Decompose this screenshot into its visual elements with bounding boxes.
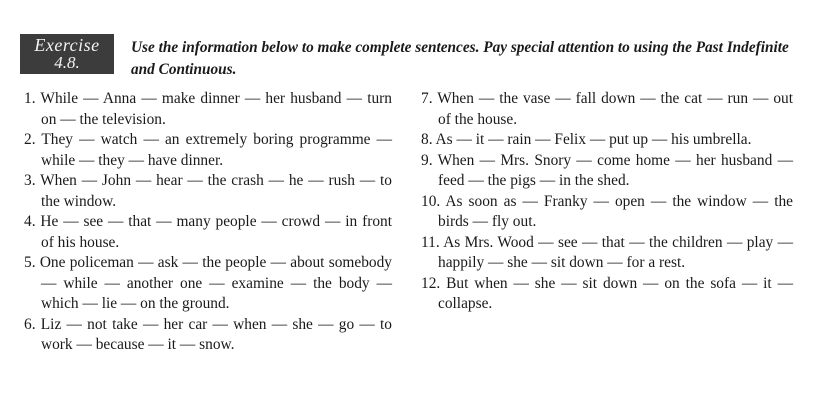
exercise-badge: [20, 34, 114, 74]
exercise-item-7: 7. When — the vase — fall down — the cat — run — out of the house.: [421, 90, 793, 128]
exercise-item-3: 3. When — John — hear — the crash — he — rush — to the window.: [24, 172, 392, 210]
exercise-label: Exercise: [34, 35, 100, 55]
exercise-item-1: 1. While — Anna — make dinner — her husband — turn on — the television.: [24, 90, 392, 128]
exercise-item-4: 4. He — see — that — many people — crowd — in front of his house.: [24, 213, 392, 251]
exercise-item-6: 6. Liz — not take — her car — when — she — go — to work — because — it — snow.: [24, 315, 392, 353]
exercise-item-10: 10. As soon as — Franky — open — the window — the birds — fly out.: [421, 192, 793, 230]
exercise-item-12: 12. But when — she — sit down — on the sofa — it — collapse.: [421, 274, 793, 312]
exercise-item-11: 11. As Mrs. Wood — see — that — the children — play — happily — she — sit down — for a rest.: [421, 233, 793, 271]
exercise-item-5: 5. One policeman — ask — the people — about somebody — while — another one — examine — the body — which — lie — on the ground.: [24, 254, 392, 312]
exercise-instruction: Use the information below to make complete sentences. Pay special attention to using the Past Indefinite and Continuous.: [131, 39, 789, 78]
right-column: [421, 89, 793, 315]
exercise-item-9: 9. When — Mrs. Snory — come home — her husband — feed — the pigs — in the shed.: [421, 151, 793, 189]
exercise-item-2: 2. They — watch — an extremely boring programme — while — they — have dinner.: [24, 131, 392, 169]
left-column: [24, 89, 392, 356]
exercise-item-8: 8. As — it — rain — Felix — put up — his umbrella.: [421, 131, 752, 148]
exercise-number: 4.8.: [54, 53, 80, 72]
